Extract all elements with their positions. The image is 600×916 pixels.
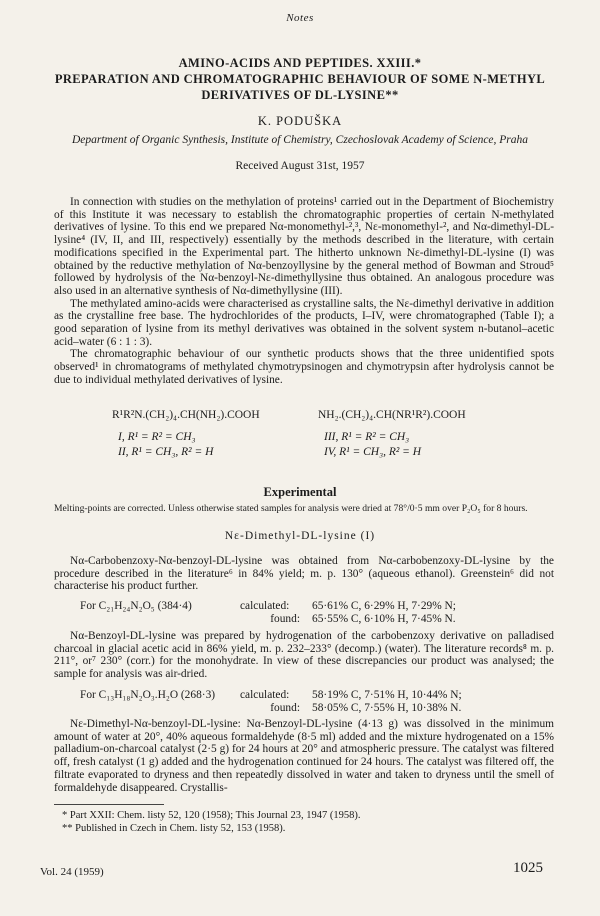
title-line-1: AMINO-ACIDS AND PEPTIDES. XXIII.* [178, 56, 422, 70]
title-line-3: DERIVATIVES OF DL-LYSINE** [201, 88, 399, 102]
paragraph-carbobenzoxy-text: Nα-Carbobenzoxy-Nα-benzoyl-DL-lysine was obtained from Nα-carbobenzoxy-DL-lysine by the procedure described in the literature⁶ in 84% yield; m. p. 130° (aqueous ethanol). Greenstein⁶ did not characterise his product further. [54, 555, 554, 593]
page-number: 1025 [513, 860, 543, 876]
paragraph-dimethyl [54, 718, 554, 794]
intro-paragraph-1: In connection with studies on the methylation of proteins¹ carried out in the Department of Biochemistry of this Institute it was necessary to establish the chromatographic properties of certain N-methylated derivatives of lysine. To this end we prepared Nα-monomethyl-²,³, Nε-monomethyl-², and Nα-dimethyl-DL-lysine⁴ (IV, II, and III, respectively) essentially by the methods described in the literature, with certain modifications specified in the Experimental part. The hitherto unknown Nε-dimethyl-DL-lysine (I) was obtained by the reductive methylation of Nα-benzoyllysine by the general method of Bowman and Stroud⁵ followed by hydrolysis of the Nα-benzoyl-Nε-dimethyllysine thus obtained. An analogous procedure was also used in an alternative synthesis of Nα-dimethyllysine (III). [54, 196, 554, 297]
formula-right-2: IV, R¹ = CH₃, R² = H [324, 446, 422, 458]
analysis-1-found-values: 65·55% C, 6·10% H, 7·45% N. [312, 612, 456, 625]
analysis-2-formula: For C₁₃H₁₈N₂O₃.H₂O (268·3) [80, 689, 216, 701]
author: K. PODUŠKA [257, 114, 343, 128]
formula-right-1: III, R¹ = R² = CH₃ [324, 431, 410, 443]
analysis-1-formula: For C₂₁H₂₄N₂O₅ (384·4) [80, 600, 192, 612]
introduction [54, 196, 554, 387]
footnote-1: * Part XXII: Chem. listy 52, 120 (1958); This Journal 23, 1947 (1958). [62, 810, 361, 821]
analysis-1-found-label: found: [270, 612, 300, 625]
title-line-2: PREPARATION AND CHROMATOGRAPHIC BEHAVIOUR OF SOME N-METHYL [54, 72, 546, 86]
paragraph-carbobenzoxy [54, 555, 554, 593]
analysis-2-calc-label: calculated: [240, 689, 290, 701]
analysis-1-calc-label: calculated: [240, 600, 290, 612]
volume-label: Vol. 24 (1959) [40, 866, 104, 878]
analysis-1 [80, 600, 456, 626]
received-date: Received August 31st, 1957 [235, 160, 365, 172]
running-head: Notes [286, 12, 314, 24]
formula-right [318, 408, 466, 460]
analysis-2-found-values: 58·05% C, 7·55% H, 10·38% N. [312, 701, 462, 714]
analysis-2 [80, 689, 462, 715]
compound-heading: Nε-Dimethyl-DL-lysine (I) [224, 530, 376, 542]
affiliation: Department of Organic Synthesis, Institute of Chemistry, Czechoslovak Academy of Science, Praha [71, 134, 529, 146]
intro-paragraph-2: The methylated amino-acids were characterised as crystalline salts, the Nε-dimethyl derivative in addition as the crystalline free base. The hydrochlorides of the products, I–IV, were chromatographed (Table I); a good separation of lysine from its methyl derivatives was obtained in the solvent system n-butanol–acetic acid–water (6 : 1 : 3). [54, 297, 554, 348]
analysis-1-calc-values: 65·61% C, 6·29% H, 7·29% N; [312, 600, 456, 612]
formula-left-1: I, R¹ = R² = CH₃ [118, 431, 196, 443]
formula-left-2: II, R¹ = CH₃, R² = H [118, 446, 214, 458]
formula-left [112, 408, 260, 460]
experimental-note: Melting-points are corrected. Unless otherwise stated samples for analysis were dried at 78°/0·5 mm over P₂O₅ for 8 hours. [54, 503, 528, 514]
footnote-rule [54, 804, 164, 805]
formula-right-main: NH₂.(CH₂)₄.CH(NR¹R²).COOH [318, 409, 466, 421]
formula-left-main: R¹R²N.(CH₂)₄.CH(NH₂).COOH [112, 409, 260, 421]
experimental-heading: Experimental [263, 485, 337, 499]
intro-paragraph-3: The chromatographic behaviour of our synthetic products shows that the three unidentified spots observed¹ in chromatograms of methylated chymotrypsinogen and chymotrypsin after hydrolysis cannot be due to individual methylated derivatives of lysine. [54, 348, 554, 386]
paragraph-dimethyl-text: Nε-Dimethyl-Nα-benzoyl-DL-lysine: Nα-Benzoyl-DL-lysine (4·13 g) was dissolved in the minimum amount of water at 20°, 40% aqueous formaldehyde (8·5 ml) added and the mixture hydrogenated on a 15% palladium-on-charcoal catalyst (2·5 g) for 24 hours at 20° and atmospheric pressure. The catalyst was filtered off, fresh catalyst (1 g) added and the hydrogenation continued for 24 hours. The catalyst was filtered off, the filtrate evaporated to dryness and then repeatedly dissolved in water and taken to dryness until the smell of formaldehyde disappeared. Crystallis- [54, 718, 554, 794]
paragraph-benzoyl [54, 630, 554, 681]
analysis-2-calc-values: 58·19% C, 7·51% H, 10·44% N; [312, 689, 462, 701]
paragraph-benzoyl-text: Nα-Benzoyl-DL-lysine was prepared by hydrogenation of the carbobenzoxy derivative on palladised charcoal in glacial acetic acid in 86% yield, m. p. 232–233° (decomp.) (water). The literature records⁸ m. p. 211°, or⁷ 230° (corr.) for the monohydrate. In view of these discrepancies our product was analysed; the sample for analysis was air-dried. [54, 630, 554, 681]
analysis-2-found-label: found: [270, 701, 300, 714]
footnote-2: ** Published in Czech in Chem. listy 52, 153 (1958). [62, 823, 286, 834]
